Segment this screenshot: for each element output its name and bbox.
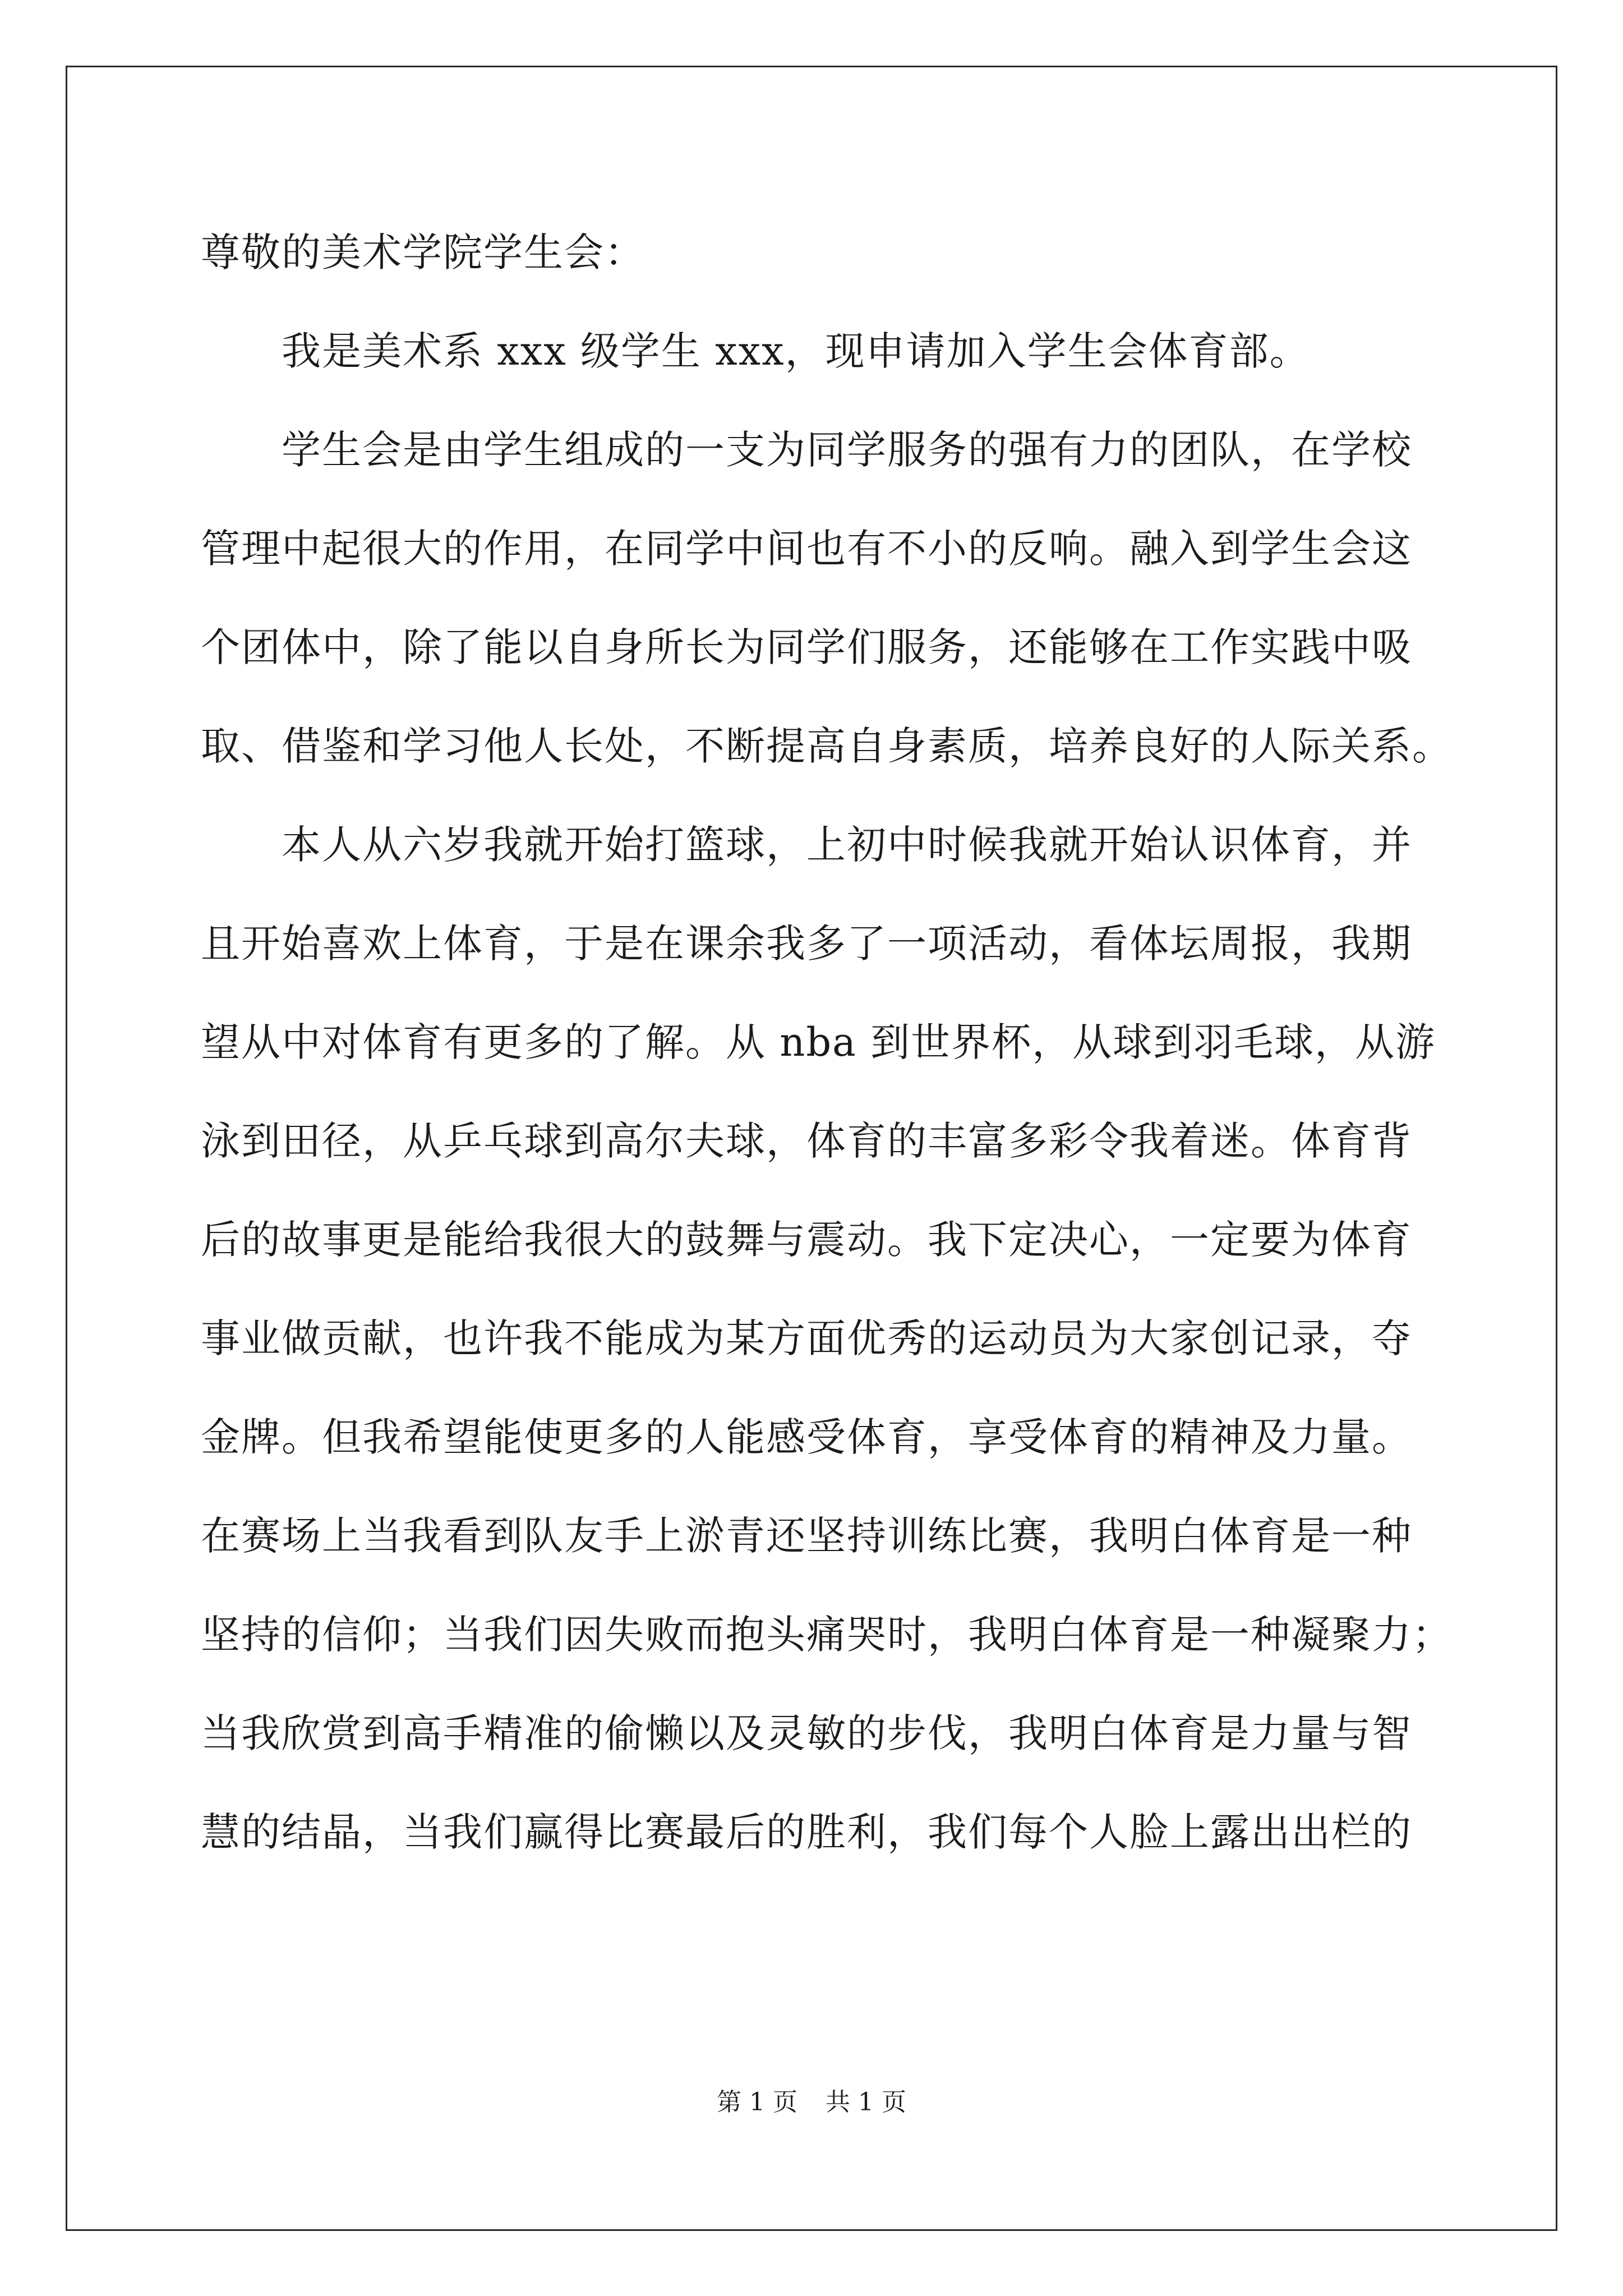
text-line: 个团体中，除了能以自身所长为同学们服务，还能够在工作实践中吸 bbox=[201, 624, 1412, 670]
text-line: 当我欣赏到高手精准的偷懒以及灵敏的步伐，我明白体育是力量与智 bbox=[201, 1710, 1412, 1756]
text-line: 我是美术系 xxx 级学生 xxx，现申请加入学生会体育部。 bbox=[201, 328, 1310, 374]
text-line: 取、借鉴和学习他人长处，不断提高自身素质，培养良好的人际关系。 bbox=[201, 723, 1453, 769]
text-line: 学生会是由学生组成的一支为同学服务的强有力的团队，在学校 bbox=[201, 427, 1412, 473]
text-line: 在赛场上当我看到队友手上淤青还坚持训练比赛，我明白体育是一种 bbox=[201, 1513, 1412, 1559]
text-line: 本人从六岁我就开始打篮球，上初中时候我就开始认识体育，并 bbox=[201, 822, 1412, 868]
page-total: 共 1 页 bbox=[826, 2088, 906, 2116]
text-line: 管理中起很大的作用，在同学中间也有不小的反响。融入到学生会这 bbox=[201, 526, 1412, 572]
text-line: 事业做贡献，也许我不能成为某方面优秀的运动员为大家创记录，夺 bbox=[201, 1315, 1412, 1361]
page-footer bbox=[0, 2086, 1623, 2119]
text-line: 泳到田径，从乒乓球到高尔夫球，体育的丰富多彩令我着迷。体育背 bbox=[201, 1118, 1412, 1164]
text-line: 坚持的信仰；当我们因失败而抱头痛哭时，我明白体育是一种凝聚力； bbox=[201, 1612, 1453, 1658]
page-number: 第 1 页 bbox=[717, 2088, 797, 2116]
text-line: 尊敬的美术学院学生会： bbox=[201, 229, 645, 275]
text-line: 且开始喜欢上体育，于是在课余我多了一项活动，看体坛周报，我期 bbox=[201, 921, 1412, 967]
text-line: 后的故事更是能给我很大的鼓舞与震动。我下定决心，一定要为体育 bbox=[201, 1217, 1412, 1263]
text-line: 望从中对体育有更多的了解。从 nba 到世界杯，从球到羽毛球，从游 bbox=[201, 1019, 1436, 1065]
text-line: 慧的结晶，当我们赢得比赛最后的胜利，我们每个人脸上露出出栏的 bbox=[201, 1809, 1412, 1855]
text-line: 金牌。但我希望能使更多的人能感受体育，享受体育的精神及力量。 bbox=[201, 1414, 1412, 1460]
